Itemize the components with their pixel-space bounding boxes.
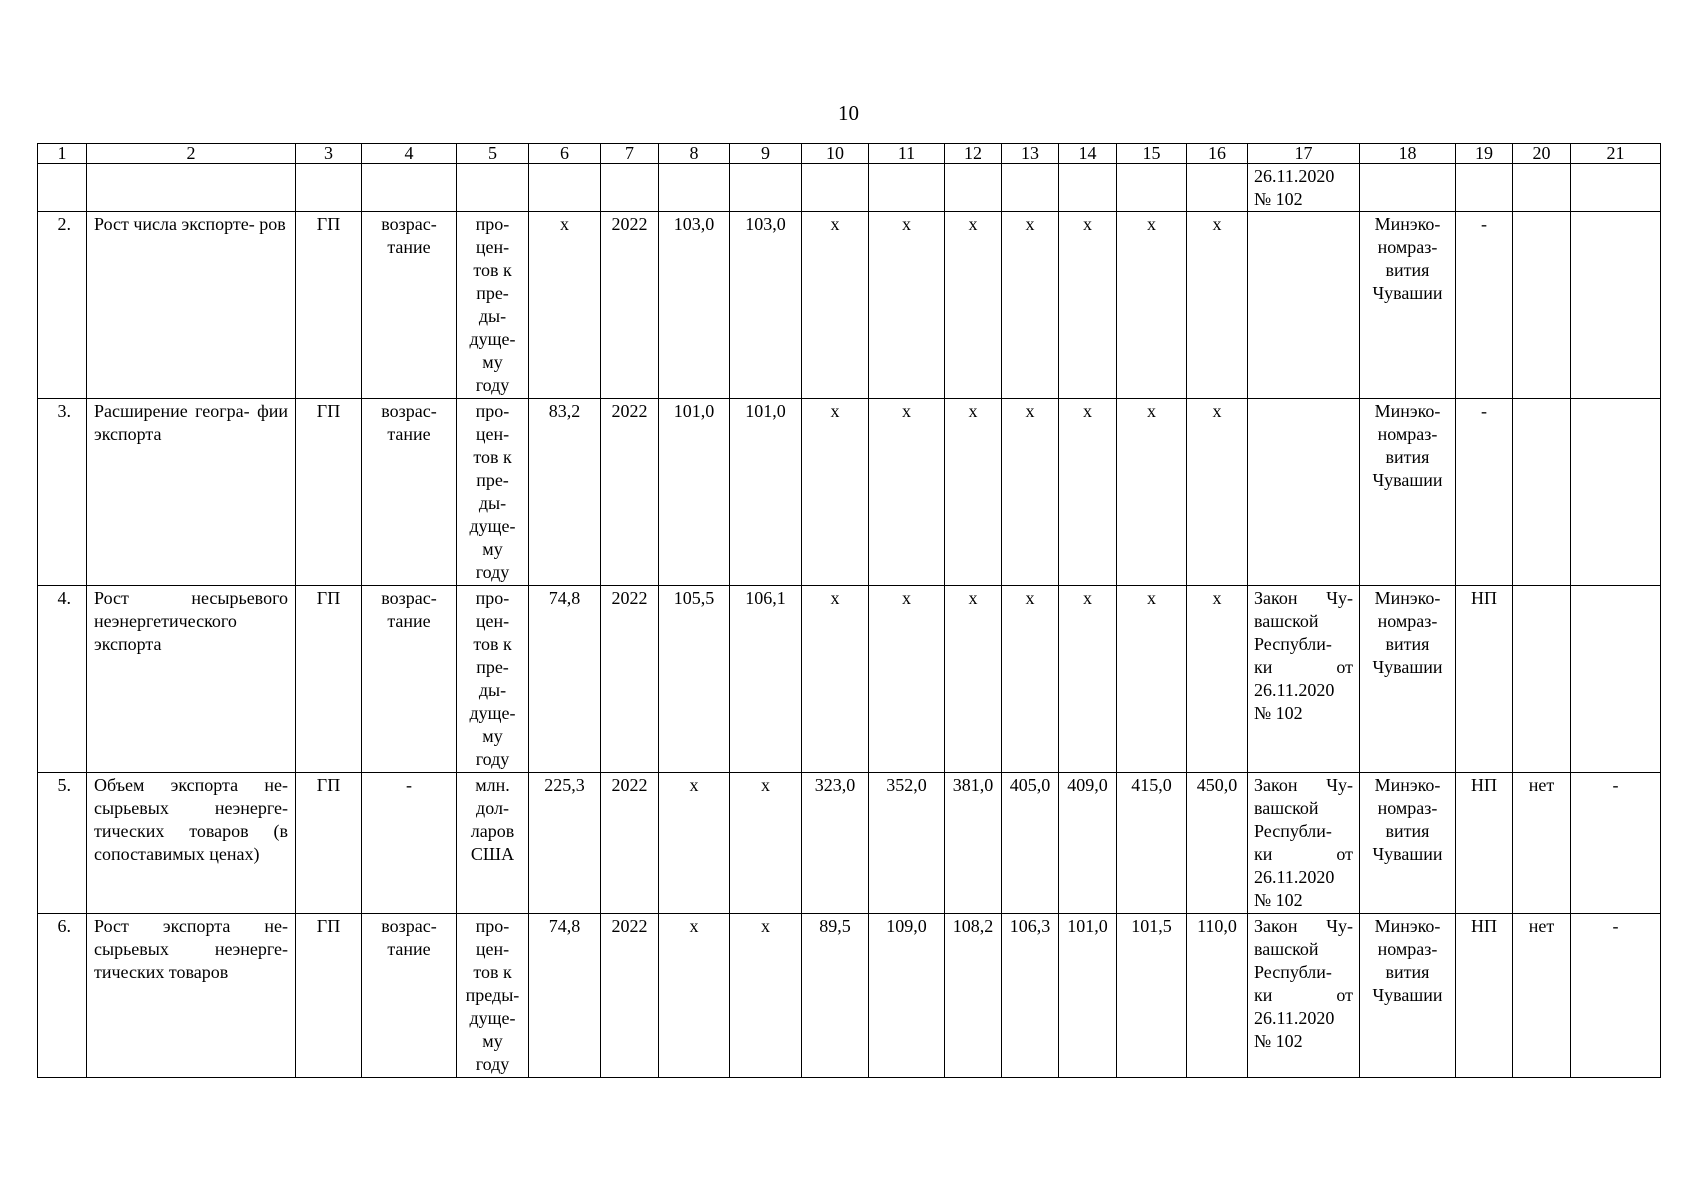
value-col-16: x <box>1187 399 1248 586</box>
column-number-row <box>38 144 1661 164</box>
column-number: 2 <box>87 144 296 164</box>
table-row <box>38 586 1661 773</box>
value-col-21 <box>1571 212 1661 399</box>
value-col-8: 101,0 <box>659 399 730 586</box>
value-col-15: x <box>1117 212 1187 399</box>
column-number: 4 <box>362 144 457 164</box>
value-col-13: 405,0 <box>1002 773 1059 914</box>
value-col-10: x <box>802 212 869 399</box>
indicator-name: Рост экспорта не- сырьевых неэнерге- тических товаров <box>87 914 296 1078</box>
column-number: 5 <box>457 144 529 164</box>
table-row <box>38 212 1661 399</box>
trend-direction: возрас- тание <box>362 399 457 586</box>
unit-of-measure: млн. дол- ларов США <box>457 773 529 914</box>
base-value: 74,8 <box>529 586 601 773</box>
indicator-class: НП <box>1456 914 1513 1078</box>
table-row <box>38 773 1661 914</box>
column-number: 15 <box>1117 144 1187 164</box>
trend-direction: возрас- тание <box>362 212 457 399</box>
column-number: 12 <box>945 144 1002 164</box>
indicator-name: Расширение геогра- фии экспорта <box>87 399 296 586</box>
value-col-21: - <box>1571 773 1661 914</box>
value-col-16: 450,0 <box>1187 773 1248 914</box>
value-col-14: x <box>1059 586 1117 773</box>
base-year: 2022 <box>601 586 659 773</box>
column-number: 7 <box>601 144 659 164</box>
value-col-20 <box>1513 399 1571 586</box>
responsible-ministry: Минэко- номраз- вития Чувашии <box>1360 773 1456 914</box>
indicator-class: НП <box>1456 773 1513 914</box>
value-col-13: x <box>1002 399 1059 586</box>
value-col-16: x <box>1187 586 1248 773</box>
value-col-14: x <box>1059 212 1117 399</box>
value-col-12: x <box>945 399 1002 586</box>
value-col-20 <box>1513 212 1571 399</box>
value-col-16: x <box>1187 212 1248 399</box>
trend-direction: возрас- тание <box>362 586 457 773</box>
responsible-ministry: Минэко- номраз- вития Чувашии <box>1360 212 1456 399</box>
value-col-8: 105,5 <box>659 586 730 773</box>
indicator-name: Рост числа экспорте- ров <box>87 212 296 399</box>
column-number: 3 <box>296 144 362 164</box>
legal-basis-cell: 26.11.2020 № 102 <box>1248 164 1360 212</box>
value-col-12: 381,0 <box>945 773 1002 914</box>
base-value: 74,8 <box>529 914 601 1078</box>
value-col-16: 110,0 <box>1187 914 1248 1078</box>
indicator-name: Рост несырьевого неэнергетического экспорта <box>87 586 296 773</box>
column-number: 19 <box>1456 144 1513 164</box>
value-col-12: 108,2 <box>945 914 1002 1078</box>
unit-of-measure: про- цен- тов к преды- дуще- му году <box>457 914 529 1078</box>
value-col-11: x <box>869 212 945 399</box>
base-value: 83,2 <box>529 399 601 586</box>
column-number: 9 <box>730 144 802 164</box>
program-type: ГП <box>296 399 362 586</box>
value-col-13: x <box>1002 586 1059 773</box>
value-col-15: x <box>1117 586 1187 773</box>
column-number: 11 <box>869 144 945 164</box>
program-type: ГП <box>296 914 362 1078</box>
indicator-class: - <box>1456 212 1513 399</box>
column-number: 13 <box>1002 144 1059 164</box>
base-year: 2022 <box>601 914 659 1078</box>
value-col-21: - <box>1571 914 1661 1078</box>
base-value: x <box>529 212 601 399</box>
continuation-row <box>38 164 1661 212</box>
value-col-10: 89,5 <box>802 914 869 1078</box>
value-col-12: x <box>945 586 1002 773</box>
unit-of-measure: про- цен- тов к пре- ды- дуще- му году <box>457 399 529 586</box>
legal-basis: Закон Чу- вашской Республи- ки от 26.11.2020 № 102 <box>1248 586 1360 773</box>
legal-basis: Закон Чу- вашской Республи- ки от 26.11.2020 № 102 <box>1248 773 1360 914</box>
value-col-11: x <box>869 586 945 773</box>
column-number: 21 <box>1571 144 1661 164</box>
value-col-8: x <box>659 773 730 914</box>
unit-of-measure: про- цен- тов к пре- ды- дуще- му году <box>457 212 529 399</box>
value-col-11: 109,0 <box>869 914 945 1078</box>
value-col-20 <box>1513 586 1571 773</box>
value-col-9: 103,0 <box>730 212 802 399</box>
value-col-11: 352,0 <box>869 773 945 914</box>
base-year: 2022 <box>601 773 659 914</box>
value-col-20: нет <box>1513 914 1571 1078</box>
value-col-20: нет <box>1513 773 1571 914</box>
legal-basis <box>1248 399 1360 586</box>
trend-direction: - <box>362 773 457 914</box>
column-number: 20 <box>1513 144 1571 164</box>
value-col-13: x <box>1002 212 1059 399</box>
row-number: 2. <box>38 212 87 399</box>
indicator-class: НП <box>1456 586 1513 773</box>
value-col-21 <box>1571 586 1661 773</box>
row-number: 6. <box>38 914 87 1078</box>
value-col-9: 101,0 <box>730 399 802 586</box>
value-col-15: 415,0 <box>1117 773 1187 914</box>
responsible-ministry: Минэко- номраз- вития Чувашии <box>1360 399 1456 586</box>
value-col-9: x <box>730 773 802 914</box>
value-col-8: x <box>659 914 730 1078</box>
row-number: 5. <box>38 773 87 914</box>
value-col-14: 409,0 <box>1059 773 1117 914</box>
value-col-10: x <box>802 586 869 773</box>
responsible-ministry: Минэко- номраз- вития Чувашии <box>1360 914 1456 1078</box>
column-number: 16 <box>1187 144 1248 164</box>
column-number: 17 <box>1248 144 1360 164</box>
legal-basis <box>1248 212 1360 399</box>
column-number: 6 <box>529 144 601 164</box>
trend-direction: возрас- тание <box>362 914 457 1078</box>
program-type: ГП <box>296 212 362 399</box>
row-number: 4. <box>38 586 87 773</box>
value-col-14: x <box>1059 399 1117 586</box>
legal-basis: Закон Чу- вашской Республи- ки от 26.11.2020 № 102 <box>1248 914 1360 1078</box>
table-row <box>38 914 1661 1078</box>
program-type: ГП <box>296 773 362 914</box>
value-col-21 <box>1571 399 1661 586</box>
base-year: 2022 <box>601 399 659 586</box>
value-col-11: x <box>869 399 945 586</box>
indicator-class: - <box>1456 399 1513 586</box>
unit-of-measure: про- цен- тов к пре- ды- дуще- му году <box>457 586 529 773</box>
table-row <box>38 399 1661 586</box>
page-number: 10 <box>838 101 859 125</box>
column-number: 18 <box>1360 144 1456 164</box>
value-col-15: x <box>1117 399 1187 586</box>
value-col-12: x <box>945 212 1002 399</box>
responsible-ministry: Минэко- номраз- вития Чувашии <box>1360 586 1456 773</box>
base-value: 225,3 <box>529 773 601 914</box>
value-col-13: 106,3 <box>1002 914 1059 1078</box>
column-number: 14 <box>1059 144 1117 164</box>
column-number: 1 <box>38 144 87 164</box>
indicator-name: Объем экспорта не- сырьевых неэнерге- тических товаров (в сопоставимых ценах) <box>87 773 296 914</box>
program-type: ГП <box>296 586 362 773</box>
value-col-10: 323,0 <box>802 773 869 914</box>
base-year: 2022 <box>601 212 659 399</box>
value-col-10: x <box>802 399 869 586</box>
value-col-14: 101,0 <box>1059 914 1117 1078</box>
indicators-table <box>37 143 1661 1078</box>
column-number: 8 <box>659 144 730 164</box>
value-col-15: 101,5 <box>1117 914 1187 1078</box>
value-col-9: x <box>730 914 802 1078</box>
value-col-9: 106,1 <box>730 586 802 773</box>
value-col-8: 103,0 <box>659 212 730 399</box>
row-number: 3. <box>38 399 87 586</box>
column-number: 10 <box>802 144 869 164</box>
